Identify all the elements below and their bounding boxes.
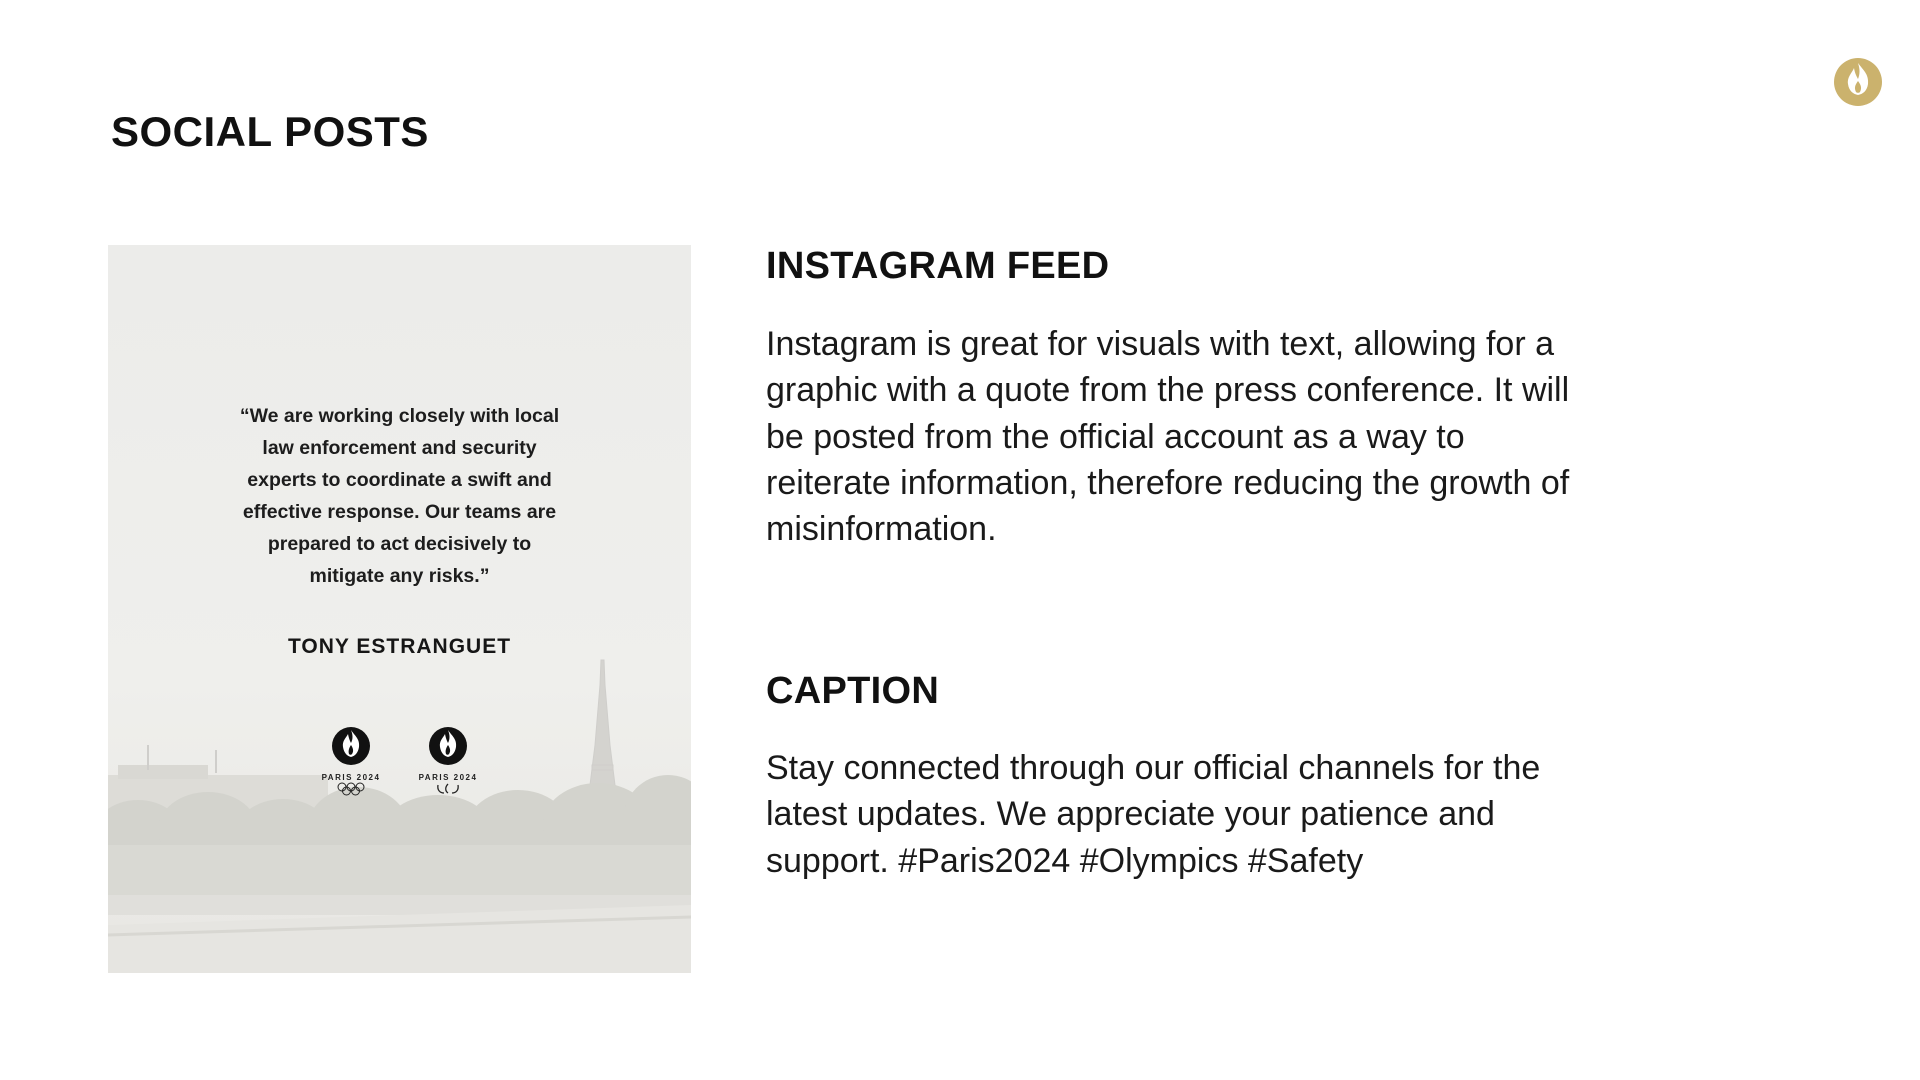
- olympic-rings-icon: [336, 782, 366, 796]
- paris-2024-flame-icon: [1833, 57, 1883, 107]
- post-quote-author: TONY ESTRANGUET: [287, 635, 512, 658]
- caption-text: Stay connected through our official channels for the latest updates. We appreciate your patience and support. #Paris2024 #Olympics #Safety: [766, 749, 1541, 880]
- instagram-post-preview: [108, 245, 691, 973]
- olympic-emblem: [311, 725, 391, 801]
- paris-skyline-background: [108, 245, 691, 973]
- caption-heading: CAPTION: [766, 670, 940, 712]
- agitos-icon: [433, 782, 463, 796]
- paralympic-emblem: [408, 725, 488, 801]
- paris-2024-olympic-emblem-icon: [331, 725, 371, 767]
- instagram-feed-heading: INSTAGRAM FEED: [766, 245, 1110, 287]
- paralympic-emblem-label: PARIS 2024: [418, 773, 478, 782]
- olympic-emblem-label: PARIS 2024: [321, 773, 381, 782]
- post-quote: “We are working closely with local law enforcement and security experts to coordinate a swift and effective response. Our teams are prepared to act decisively to mitigate any risks.”: [239, 405, 560, 587]
- instagram-feed-description: Instagram is great for visuals with text, allowing for a graphic with a quote from the press conference. It will be posted from the official account as a way to reiterate information, therefore reducing the growth of misinformation.: [766, 325, 1570, 549]
- paris-2024-paralympic-emblem-icon: [428, 725, 468, 767]
- page-title: SOCIAL POSTS: [111, 108, 429, 155]
